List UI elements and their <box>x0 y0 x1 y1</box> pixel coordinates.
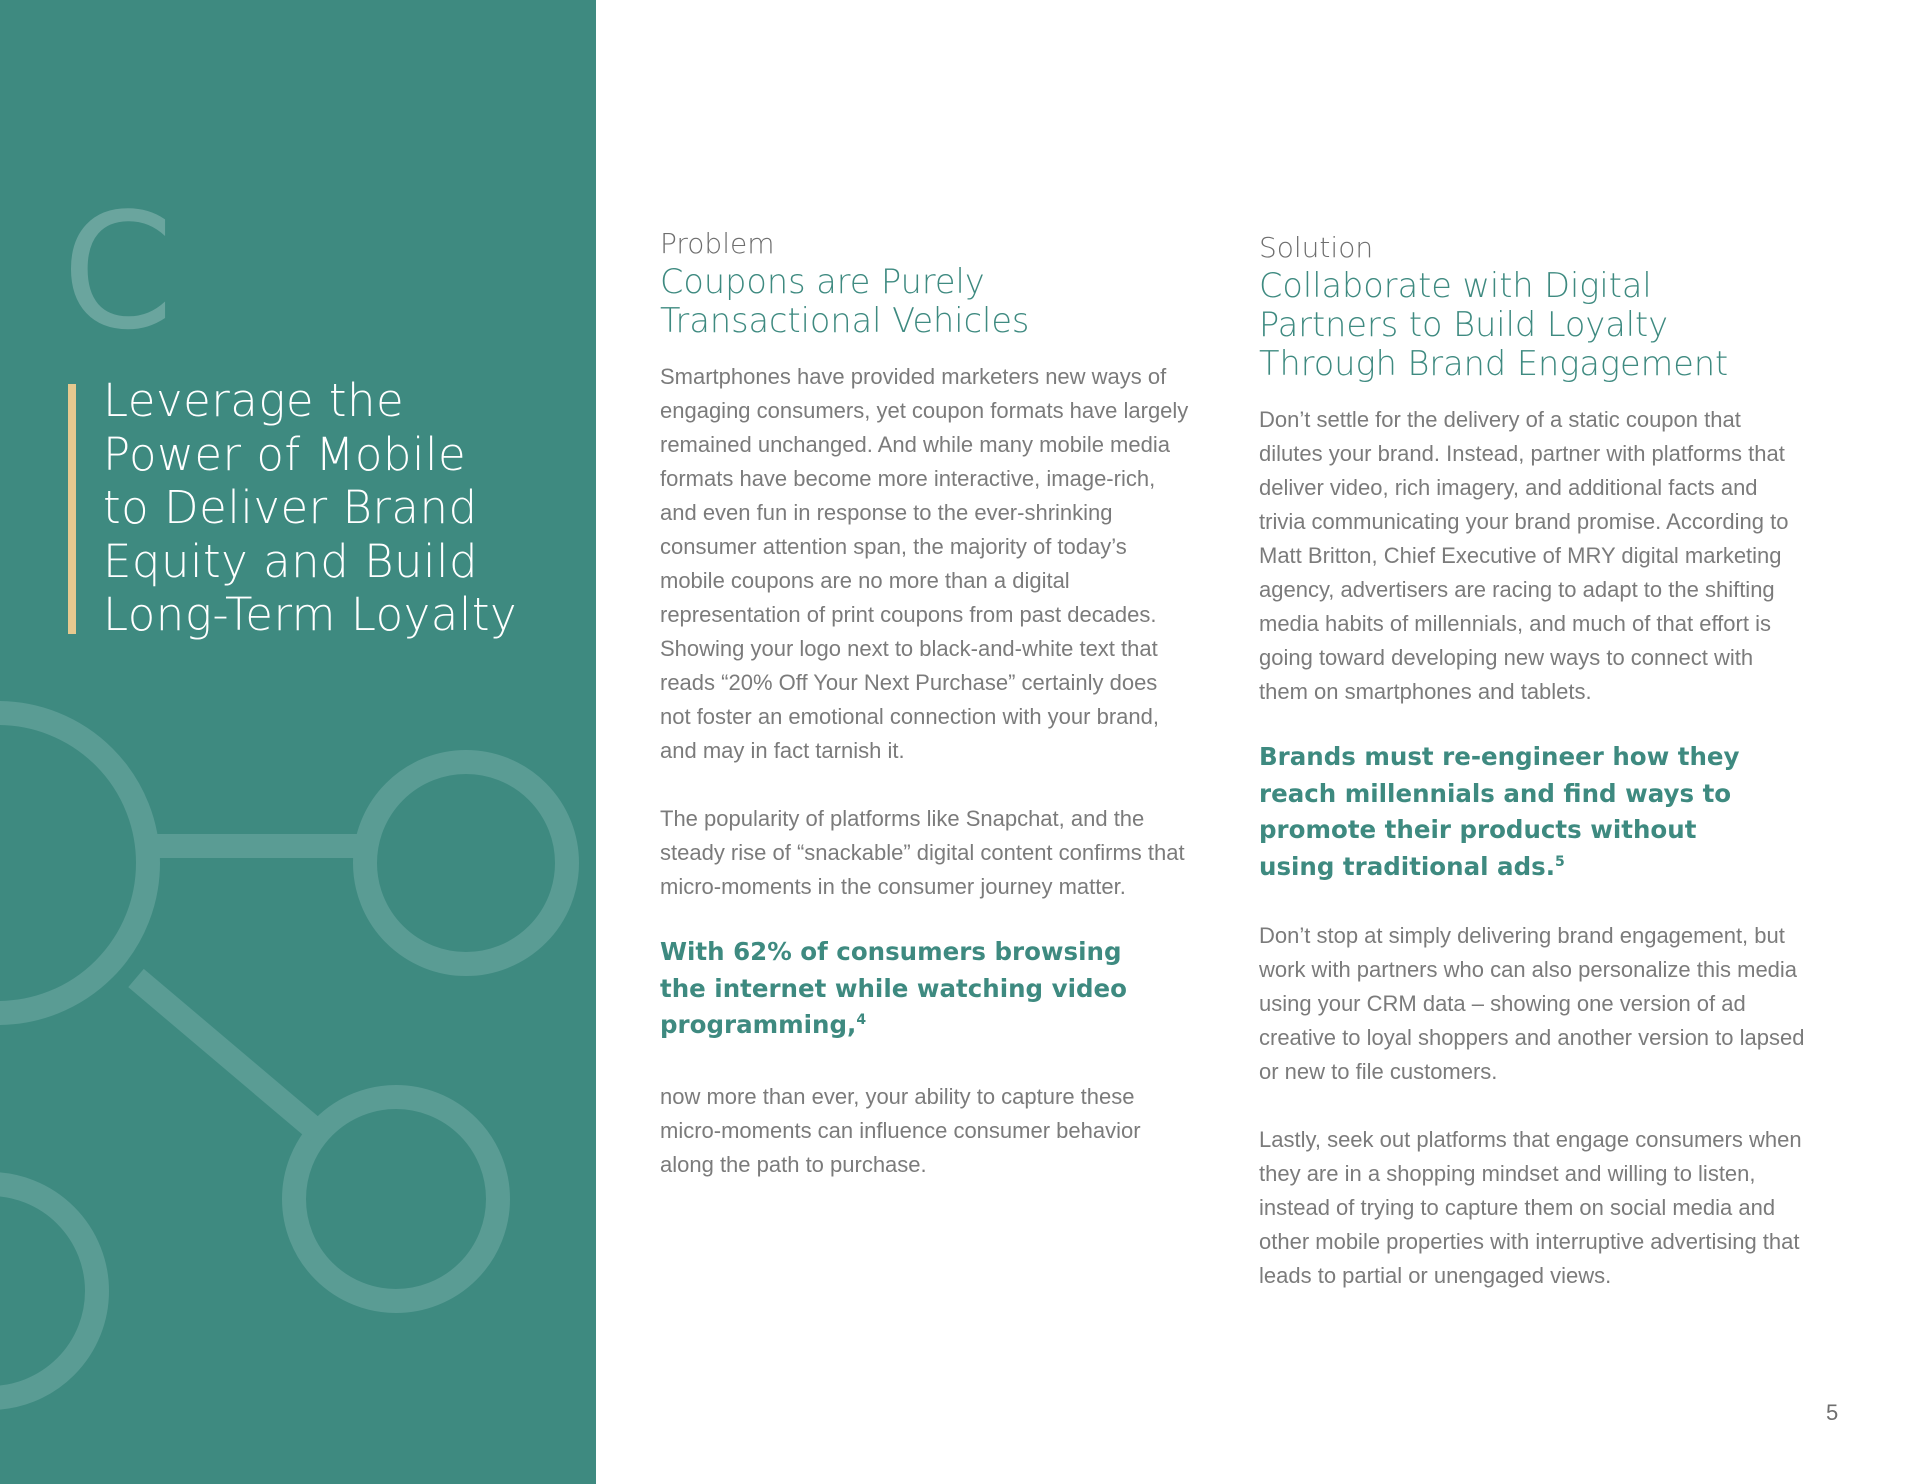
solution-heading-line: Through Brand Engagement <box>1259 344 1729 383</box>
problem-paragraph-2: The popularity of platforms like Snapchat, and the steady rise of “snackable” digital content confirms that micro-moments in the consumer journey matter. <box>660 806 1185 899</box>
problem-paragraph-3: now more than ever, your ability to capture these micro-moments can influence consumer behavior along the path to purchase. <box>660 1083 1141 1177</box>
sidebar-title-line: to Deliver Brand <box>103 481 478 534</box>
sidebar-title-line: Equity and Build <box>103 534 479 588</box>
network-node-bottom <box>0 1184 97 1398</box>
solution-paragraph-3: Lastly, seek out platforms that engage consumers when they are in a shopping mindset and willing to listen, instead of trying to capture them on social media and other mobile properties with interruptive advertising that leads to partial or unengaged views. <box>1259 1127 1802 1288</box>
sidebar-title-line: Power of Mobile <box>103 427 467 481</box>
solution-kicker: Solution <box>1259 231 1374 264</box>
sidebar-title-line: Long-Term Loyalty <box>103 588 518 641</box>
sidebar-panel <box>0 0 596 1484</box>
solution-callout-text: Brands must re-engineer how they reach millennials and find ways to promote their products without using traditional ads. <box>1259 742 1740 881</box>
solution-paragraph-1: Don’t settle for the delivery of a static coupon that dilutes your brand. Instead, partner with platforms that deliver video, rich imagery, and additional facts and trivia communicating your brand promise. According to Matt Britton, Chief Executive of MRY digital marketing agency, advertisers are racing to adapt to the shifting media habits of millennials, and much of that effort is going toward developing new ways to connect with them on smartphones and tablets. <box>1259 407 1789 704</box>
problem-heading-line: Coupons are Purely <box>660 262 985 301</box>
solution-paragraph-2: Don’t stop at simply delivering brand engagement, but work with partners who can also personalize this media using your CRM data – showing one version of ad creative to loyal shoppers and another version to lapsed or new to file customers. <box>1259 923 1805 1084</box>
problem-kicker: Problem <box>660 227 775 260</box>
network-node-right <box>365 762 567 964</box>
problem-callout-text: With 62% of consumers browsing the internet while watching video programming, <box>660 937 1127 1039</box>
network-link-diagonal <box>136 978 318 1132</box>
page-number: 5 <box>1826 1400 1839 1425</box>
footnote-marker: 5 <box>1555 853 1565 870</box>
problem-callout <box>660 934 1160 1044</box>
solution-column <box>1259 230 1819 1293</box>
solution-heading <box>1259 266 1819 383</box>
network-node-lower <box>294 1097 498 1301</box>
problem-column <box>660 226 1200 1182</box>
section-letter: C <box>62 178 174 365</box>
problem-heading-line: Transactional Vehicles <box>660 301 1030 340</box>
solution-heading-line: Partners to Build Loyalty <box>1259 305 1669 344</box>
problem-paragraph-1: Smartphones have provided marketers new ways of engaging consumers, yet coupon formats have largely remained unchanged. And while many mobile media formats have become more interactive, image-rich, and even fun in response to the ever-shrinking consumer attention span, the majority of today’s mobile coupons are no more than a digital representation of print coupons from past decades. Showing your logo next to black-and-white text that reads “20% Off Your Next Purchase” certainly does not foster an emotional connection with your brand, and may in fact tarnish it. <box>660 364 1189 763</box>
solution-callout <box>1259 739 1779 885</box>
footnote-marker: 4 <box>856 1011 867 1028</box>
accent-bar <box>68 384 76 634</box>
problem-heading <box>660 262 1200 340</box>
sidebar-title <box>103 374 583 642</box>
sidebar-title-line: Leverage the <box>103 374 405 427</box>
solution-heading-line: Collaborate with Digital <box>1259 266 1652 305</box>
network-node-large <box>0 713 148 1013</box>
